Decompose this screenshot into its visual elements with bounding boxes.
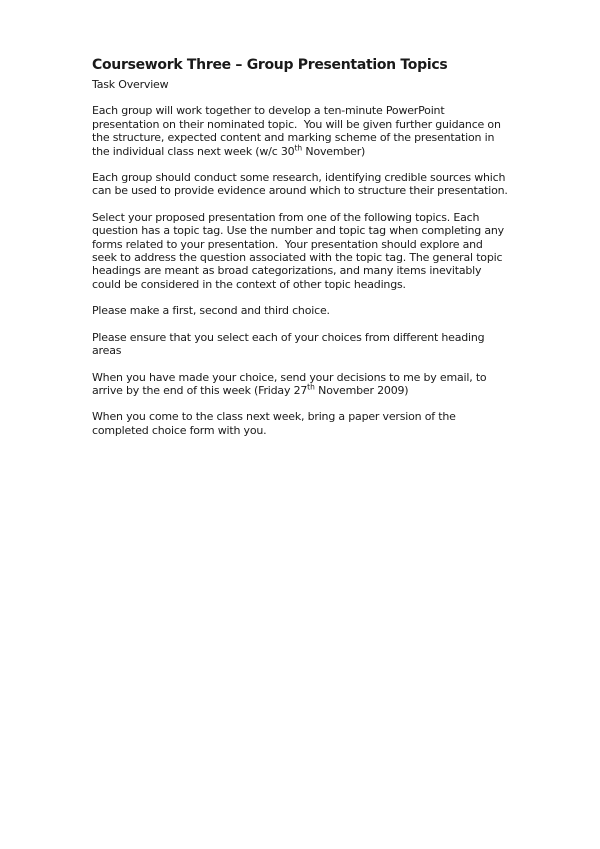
document-subtitle: Task Overview (92, 78, 169, 91)
paragraph-text: Each group should conduct some research, identifying credible sources which can be used to provide evidence around which to structure their presentation. (92, 171, 509, 198)
paragraph-text: Please ensure that you select each of your choices from different heading areas (92, 330, 488, 358)
paragraph-different-headings (92, 331, 510, 358)
paragraph-research (92, 171, 510, 198)
paragraph-text: When you come to the class next week, bring a paper version of the completed choice form with you. (92, 410, 459, 437)
superscript-ordinal: th (307, 382, 315, 392)
paragraph-presentation-brief (92, 104, 510, 158)
page-content (92, 57, 510, 450)
paragraph-text: Please make a first, second and third choice. (92, 304, 330, 318)
paragraph-text: When you have made your choice, send your decisions to me by email, to arrive by the end of this week (Friday 27 (92, 370, 490, 397)
paragraph-paper-form (92, 410, 510, 437)
paragraph-text: November 2009) (314, 383, 409, 397)
paragraph-topic-selection (92, 211, 510, 291)
paragraph-text: Select your proposed presentation from one of the following topics. Each question has a topic tag. Use the number and topic tag when completing any forms related to your presentation. Your presentation should explore and seek to address the question associated with the topic tag. The general topic headings are meant as broad categorizations, and many items inevitably could be considered in the context of other topic headings. (92, 210, 508, 291)
superscript-ordinal: th (294, 142, 303, 152)
paragraph-email-deadline (92, 371, 510, 398)
paragraph-text: Each group will work together to develop a ten-minute PowerPoint presentation on their nominated topic. You will be given further guidance on the structure, expected content and marking scheme of the presentation in the individual class next week (w/c 30 (92, 104, 505, 158)
paragraph-three-choices (92, 304, 510, 317)
paragraph-text: November) (302, 144, 366, 158)
document-title: Coursework Three – Group Presentation Topics (92, 57, 448, 73)
